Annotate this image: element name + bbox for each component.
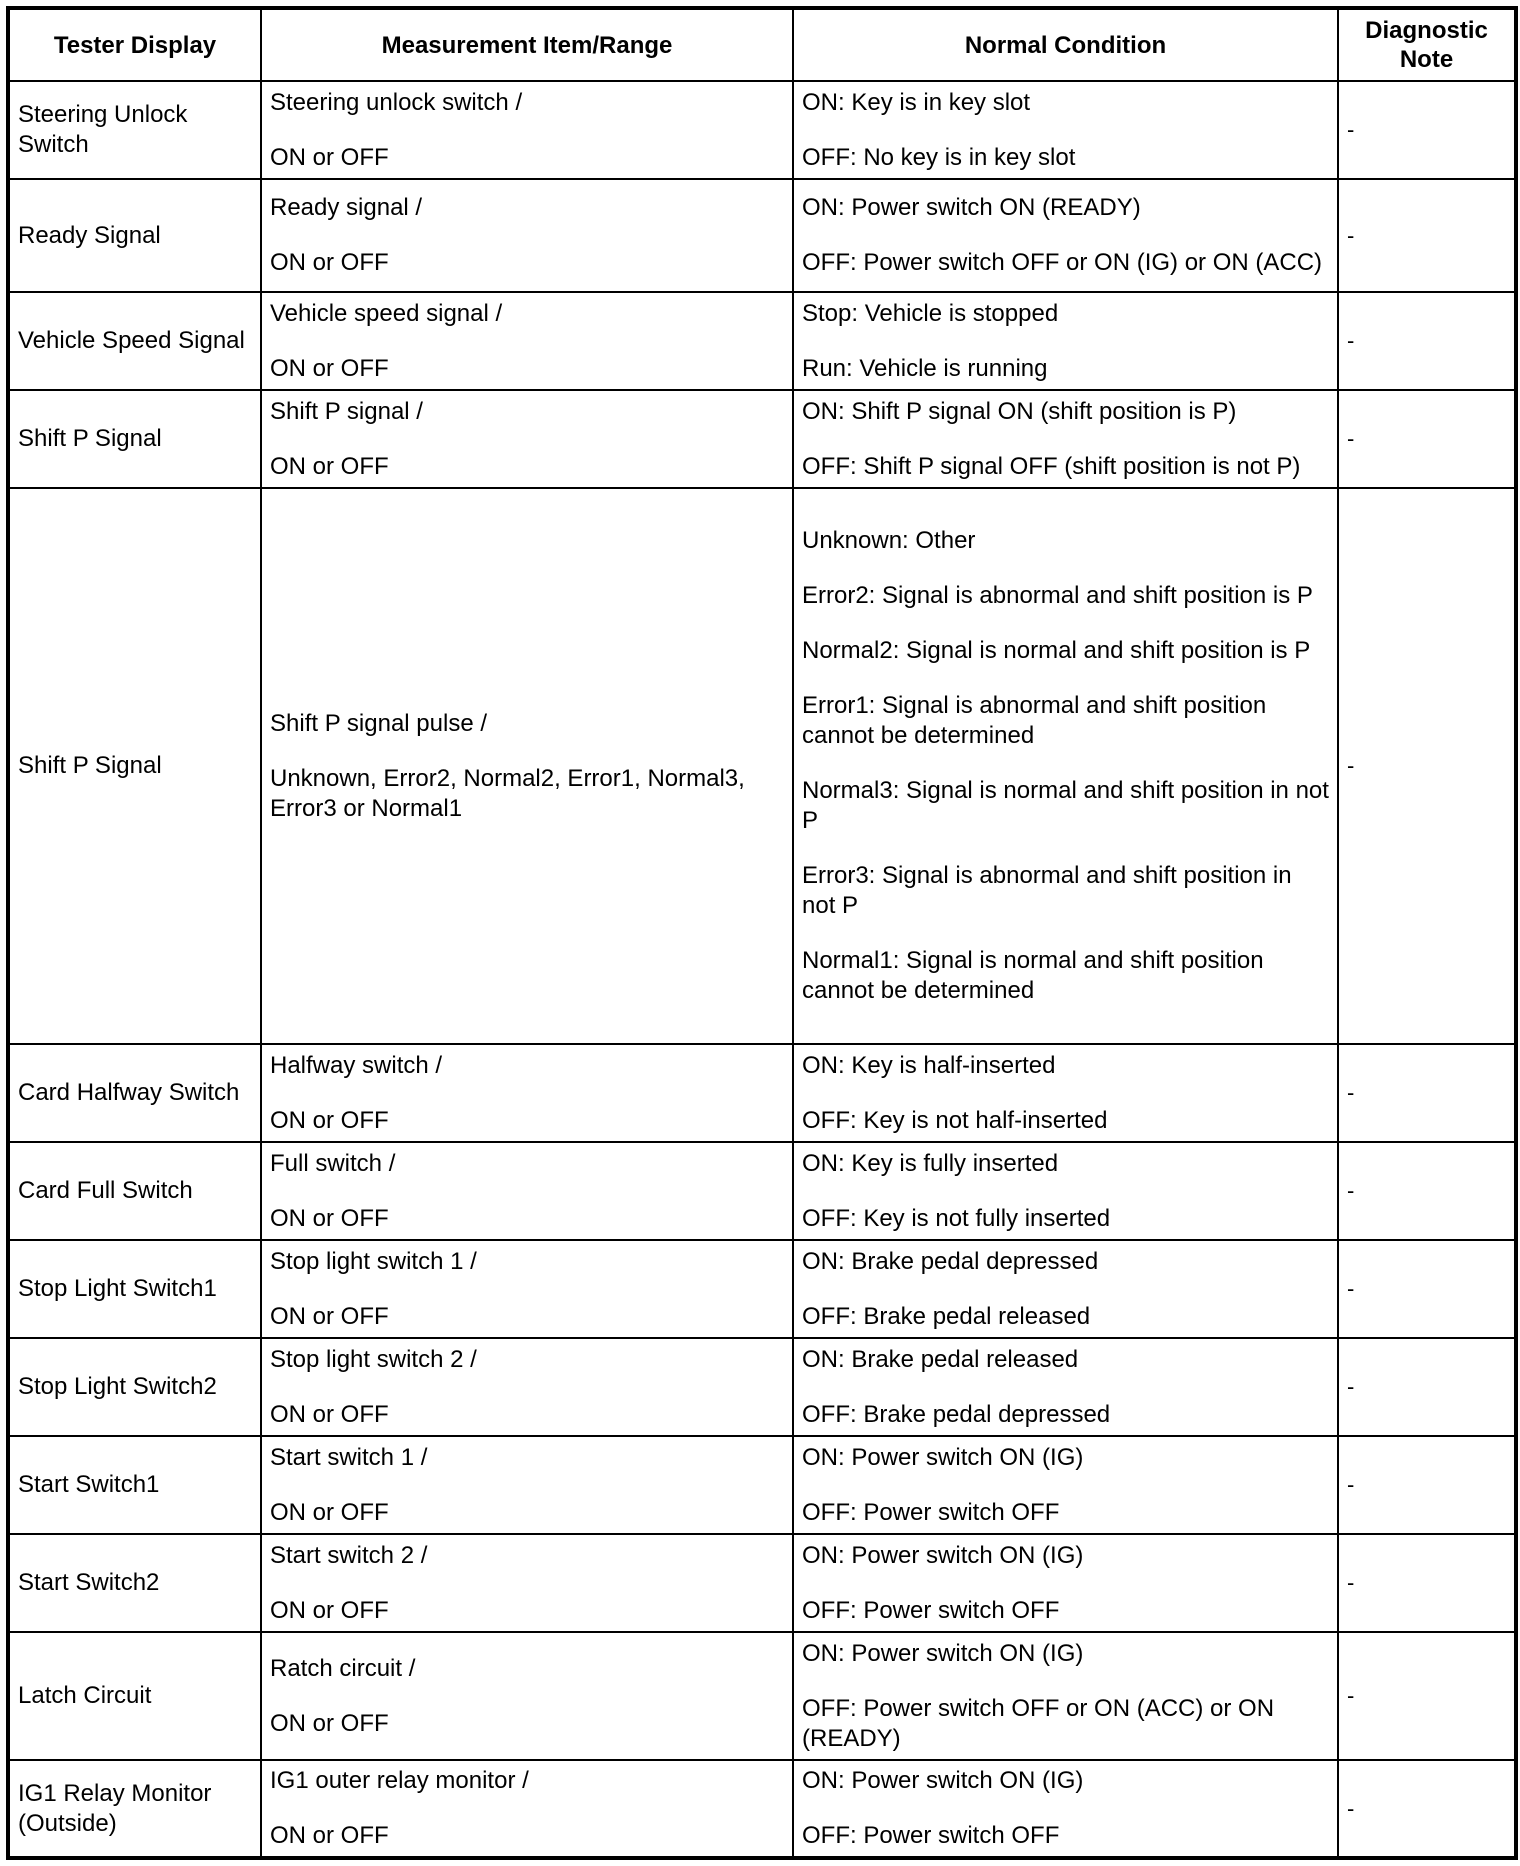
tester-display-cell: Card Full Switch [8, 1142, 261, 1240]
measurement-range: ON or OFF [270, 1106, 389, 1134]
tester-display-cell: Stop Light Switch1 [8, 1240, 261, 1338]
table-row [8, 390, 1516, 488]
normal-condition-line: ON: Key is fully inserted [802, 1149, 1059, 1177]
table-row [8, 1044, 1516, 1142]
diagnostic-note-cell: - [1338, 1760, 1516, 1858]
normal-condition-line: OFF: No key is in key slot [802, 143, 1076, 171]
table-row [8, 1760, 1516, 1858]
measurement-item: Halfway switch / [270, 1051, 443, 1079]
table-row [8, 81, 1516, 179]
tester-display-cell: Shift P Signal [8, 488, 261, 1044]
table-row [8, 488, 1516, 1044]
tester-display-cell: Ready Signal [8, 179, 261, 292]
normal-condition-line: ON: Power switch ON (IG) [802, 1639, 1084, 1667]
normal-condition-line: OFF: Brake pedal depressed [802, 1400, 1111, 1428]
measurement-range: ON or OFF [270, 1709, 389, 1737]
diagnostic-note-cell: - [1338, 1240, 1516, 1338]
diagnostic-note-cell: - [1338, 81, 1516, 179]
normal-condition-line: Error3: Signal is abnormal and shift position in not P [802, 862, 1292, 919]
measurement-item: Shift P signal pulse / [270, 709, 488, 737]
tester-display-cell: Stop Light Switch2 [8, 1338, 261, 1436]
header-tester-display: Tester Display [8, 8, 261, 81]
tester-display-cell: Steering Unlock Switch [8, 81, 261, 179]
normal-condition-cell [793, 81, 1338, 179]
normal-condition-cell [793, 1240, 1338, 1338]
measurement-item-cell [261, 81, 793, 179]
measurement-range: ON or OFF [270, 1822, 389, 1849]
measurement-item-cell [261, 1240, 793, 1338]
normal-condition-cell [793, 292, 1338, 390]
table-row [8, 1436, 1516, 1534]
normal-condition-line: ON: Key is in key slot [802, 88, 1031, 116]
normal-condition-line: OFF: Power switch OFF [802, 1498, 1060, 1526]
normal-condition-line: ON: Brake pedal released [802, 1345, 1079, 1373]
measurement-item: Start switch 2 / [270, 1541, 428, 1569]
tester-display-cell: Latch Circuit [8, 1632, 261, 1760]
normal-condition-cell [793, 390, 1338, 488]
measurement-range: ON or OFF [270, 354, 389, 382]
normal-condition-line: OFF: Key is not fully inserted [802, 1204, 1111, 1232]
measurement-item: Ratch circuit / [270, 1654, 416, 1682]
normal-condition-line: OFF: Power switch OFF [802, 1596, 1060, 1624]
tester-display-cell: Card Halfway Switch [8, 1044, 261, 1142]
normal-condition-line: Normal3: Signal is normal and shift position in not P [802, 777, 1329, 834]
measurement-item-cell [261, 1044, 793, 1142]
diagnostic-note-cell: - [1338, 390, 1516, 488]
normal-condition-line: ON: Power switch ON (READY) [802, 194, 1141, 221]
measurement-item-cell [261, 1338, 793, 1436]
normal-condition-line: Normal1: Signal is normal and shift position cannot be determined [802, 947, 1264, 1004]
normal-condition-cell [793, 488, 1338, 1044]
measurement-range: ON or OFF [270, 1302, 389, 1330]
measurement-item-cell [261, 292, 793, 390]
tester-display-cell: Start Switch1 [8, 1436, 261, 1534]
table-row [8, 1632, 1516, 1760]
normal-condition-cell [793, 1142, 1338, 1240]
normal-condition-line: Error1: Signal is abnormal and shift position cannot be determined [802, 692, 1267, 749]
normal-condition-line: ON: Power switch ON (IG) [802, 1443, 1084, 1471]
table-row [8, 292, 1516, 390]
measurement-item: Shift P signal / [270, 397, 423, 425]
measurement-range: ON or OFF [270, 452, 389, 480]
measurement-item: Stop light switch 1 / [270, 1247, 477, 1275]
normal-condition-line: ON: Power switch ON (IG) [802, 1541, 1084, 1569]
table-row [8, 179, 1516, 292]
diagnostic-note-cell: - [1338, 488, 1516, 1044]
measurement-range: Unknown, Error2, Normal2, Error1, Normal3, Error3 or Normal1 [270, 764, 745, 822]
measurement-range: ON or OFF [270, 1498, 389, 1526]
tester-display-cell: Vehicle Speed Signal [8, 292, 261, 390]
measurement-item-cell [261, 390, 793, 488]
tester-display-cell: Start Switch2 [8, 1534, 261, 1632]
header-diagnostic-note: Diagnostic Note [1338, 8, 1516, 81]
diagnostic-note-cell: - [1338, 1142, 1516, 1240]
measurement-range: ON or OFF [270, 143, 389, 171]
normal-condition-line: Normal2: Signal is normal and shift position is P [802, 637, 1311, 664]
diagnostic-note-cell: - [1338, 1632, 1516, 1760]
normal-condition-cell [793, 1534, 1338, 1632]
table-body [8, 81, 1516, 1858]
measurement-item-cell [261, 1760, 793, 1858]
normal-condition-cell [793, 1436, 1338, 1534]
measurement-item: Ready signal / [270, 194, 423, 221]
normal-condition-line: ON: Power switch ON (IG) [802, 1767, 1084, 1794]
measurement-item: Steering unlock switch / [270, 88, 523, 116]
normal-condition-line: OFF: Power switch OFF or ON (IG) or ON (ACC) [802, 249, 1323, 276]
normal-condition-line: ON: Brake pedal depressed [802, 1247, 1099, 1275]
diagnostic-note-cell: - [1338, 1338, 1516, 1436]
table-row [8, 1240, 1516, 1338]
measurement-item-cell [261, 1534, 793, 1632]
normal-condition-line: ON: Shift P signal ON (shift position is P) [802, 397, 1237, 425]
diagnostic-note-cell: - [1338, 1436, 1516, 1534]
normal-condition-line: OFF: Power switch OFF or ON (ACC) or ON (READY) [802, 1694, 1275, 1752]
tester-display-cell: Shift P Signal [8, 390, 261, 488]
normal-condition-cell [793, 179, 1338, 292]
tester-display-cell: IG1 Relay Monitor (Outside) [8, 1760, 261, 1858]
measurement-item: Full switch / [270, 1149, 396, 1177]
normal-condition-line: OFF: Brake pedal released [802, 1302, 1091, 1330]
table-row [8, 1142, 1516, 1240]
diagnostic-note-cell: - [1338, 292, 1516, 390]
header-row [8, 8, 1516, 81]
header-measurement-item: Measurement Item/Range [261, 8, 793, 81]
normal-condition-line: Run: Vehicle is running [802, 354, 1048, 382]
measurement-item: Stop light switch 2 / [270, 1345, 477, 1373]
measurement-range: ON or OFF [270, 1400, 389, 1428]
measurement-range: ON or OFF [270, 1204, 389, 1232]
diagnostic-note-cell: - [1338, 1534, 1516, 1632]
diagnostic-note-cell: - [1338, 179, 1516, 292]
normal-condition-line: ON: Key is half-inserted [802, 1051, 1056, 1079]
measurement-item-cell [261, 1436, 793, 1534]
normal-condition-line: Stop: Vehicle is stopped [802, 299, 1059, 327]
measurement-range: ON or OFF [270, 1596, 389, 1624]
normal-condition-line: Error2: Signal is abnormal and shift position is P [802, 582, 1313, 609]
normal-condition-cell [793, 1632, 1338, 1760]
measurement-item-cell [261, 179, 793, 292]
normal-condition-line: Unknown: Other [802, 527, 976, 554]
normal-condition-cell [793, 1044, 1338, 1142]
data-list-table [6, 6, 1518, 1860]
normal-condition-line: OFF: Shift P signal OFF (shift position is not P) [802, 452, 1301, 480]
header-normal-condition: Normal Condition [793, 8, 1338, 81]
measurement-range: ON or OFF [270, 249, 389, 276]
normal-condition-cell [793, 1338, 1338, 1436]
diagnostic-note-cell: - [1338, 1044, 1516, 1142]
table-row [8, 1534, 1516, 1632]
normal-condition-line: OFF: Power switch OFF [802, 1822, 1060, 1849]
measurement-item: Vehicle speed signal / [270, 299, 503, 327]
measurement-item: Start switch 1 / [270, 1443, 428, 1471]
measurement-item-cell [261, 1632, 793, 1760]
measurement-item: IG1 outer relay monitor / [270, 1767, 529, 1794]
normal-condition-line: OFF: Key is not half-inserted [802, 1106, 1108, 1134]
measurement-item-cell [261, 1142, 793, 1240]
table-row [8, 1338, 1516, 1436]
normal-condition-cell [793, 1760, 1338, 1858]
measurement-item-cell [261, 488, 793, 1044]
